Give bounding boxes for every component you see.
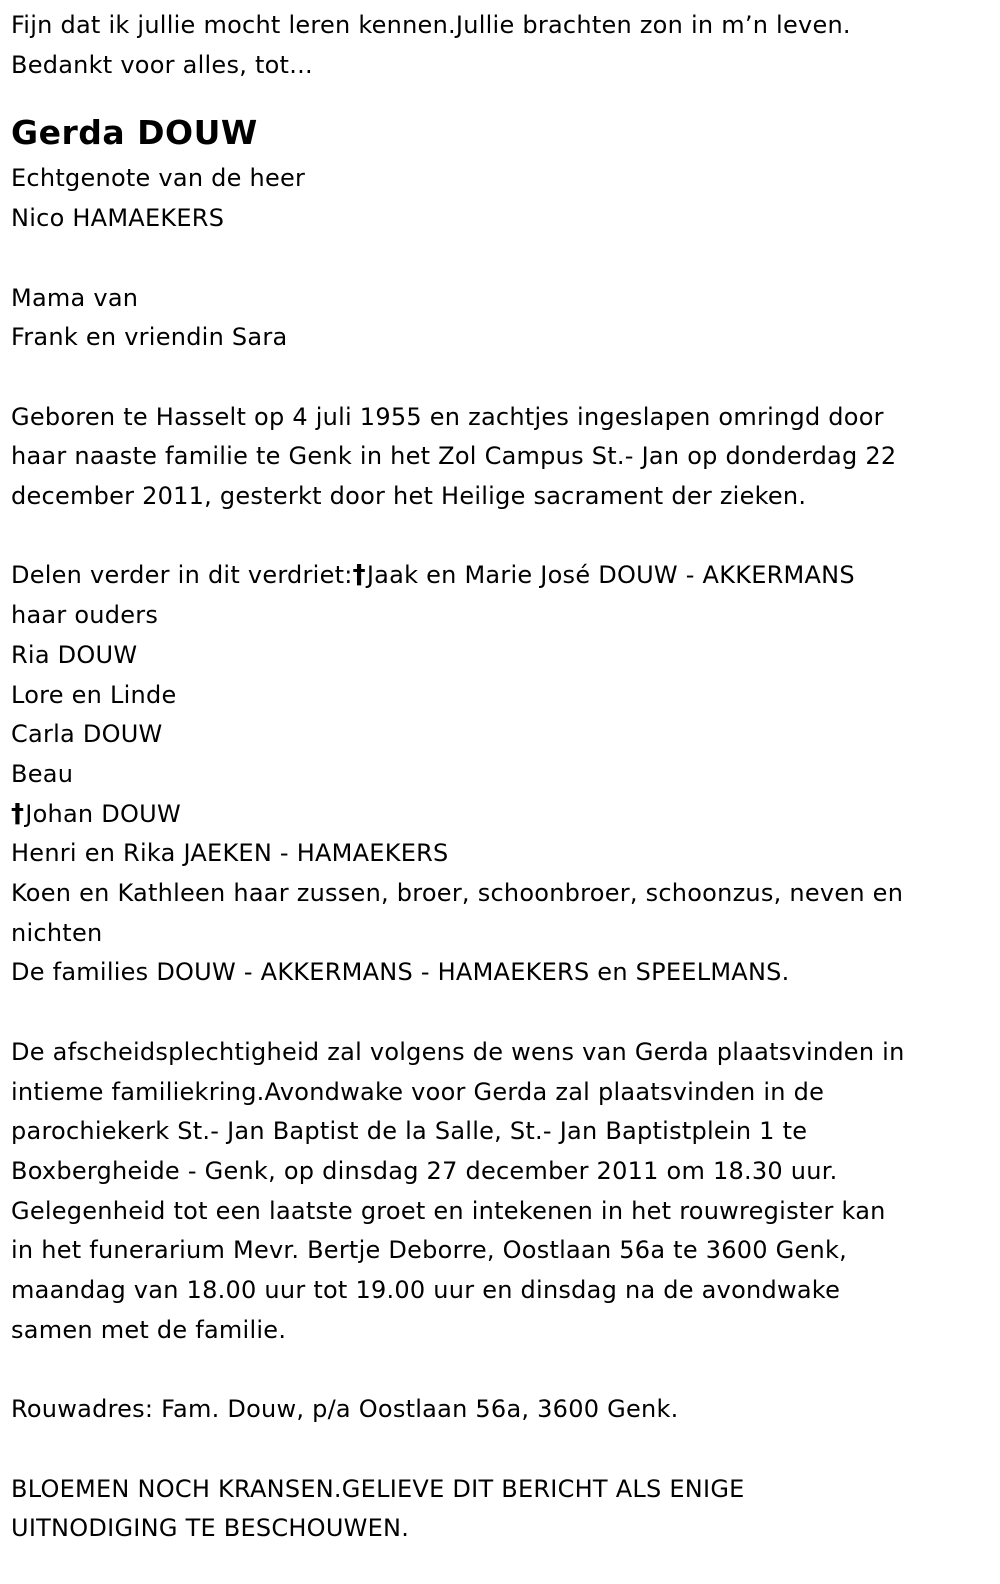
spacer xyxy=(11,239,990,279)
family-line: haar ouders xyxy=(11,601,159,630)
deceased-name: Gerda DOUW xyxy=(11,113,258,153)
children-line-1: Mama van xyxy=(11,283,139,312)
intro-line-1: Fijn dat ik jullie mocht leren kennen.Jullie brachten zon in m’n leven. xyxy=(11,11,851,39)
ceremony-line: De afscheidsplechtigheid zal volgens de wens van Gerda plaatsvinden in xyxy=(11,1037,905,1066)
family-line: Ria DOUW xyxy=(11,640,138,669)
spouse-line-2: Nico HAMAEKERS xyxy=(11,204,225,233)
family-line: Lore en Linde xyxy=(11,680,177,709)
children-line-2: Frank en vriendin Sara xyxy=(11,323,288,352)
ceremony-line: in het funerarium Mevr. Bertje Deborre, Oostlaan 56a te 3600 Genk, xyxy=(11,1236,848,1265)
family-line: Koen en Kathleen haar zussen, broer, schoonbroer, schoonzus, neven en xyxy=(11,879,904,908)
ceremony-line: intieme familiekring.Avondwake voor Gerda zal plaatsvinden in de xyxy=(11,1077,825,1106)
family-intro-line xyxy=(11,556,990,596)
family-line: nichten xyxy=(11,918,103,947)
intro-line-2: Bedankt voor alles, tot... xyxy=(11,50,313,79)
family-line: Beau xyxy=(11,759,74,788)
ceremony-line: Boxbergheide - Genk, op dinsdag 27 december 2011 om 18.30 uur. xyxy=(11,1156,838,1185)
family-line: Carla DOUW xyxy=(11,720,163,749)
family-deceased-brother: Johan DOUW xyxy=(25,799,181,828)
family-intro: Delen verder in dit verdriet: xyxy=(11,561,353,590)
spacer xyxy=(11,1430,990,1470)
birth-death-line-1: Geboren te Hasselt op 4 juli 1955 en zachtjes ingeslapen omringd door xyxy=(11,402,884,431)
ceremony-line: parochiekerk St.- Jan Baptist de la Salle, St.- Jan Baptistplein 1 te xyxy=(11,1117,808,1146)
spacer xyxy=(11,358,990,398)
family-deceased-brother-line xyxy=(11,795,990,835)
ceremony-line: samen met de familie. xyxy=(11,1315,287,1344)
ceremony-line: maandag van 18.00 uur tot 19.00 uur en dinsdag na de avondwake xyxy=(11,1276,841,1305)
family-parents: Jaak en Marie José DOUW - AKKERMANS xyxy=(366,561,855,590)
cross-icon: † xyxy=(11,798,25,829)
birth-death-line-3: december 2011, gesterkt door het Heilige sacrament der zieken. xyxy=(11,482,807,510)
closing-line-2: UITNODIGING TE BESCHOUWEN. xyxy=(11,1514,410,1543)
closing-line-1: BLOEMEN NOCH KRANSEN.GELIEVE DIT BERICHT ALS ENIGE xyxy=(11,1474,745,1503)
spacer xyxy=(11,993,990,1033)
birth-death-line-2: haar naaste familie te Genk in het Zol Campus St.- Jan op donderdag 22 xyxy=(11,442,897,471)
spacer xyxy=(11,1350,990,1390)
mourning-address: Rouwadres: Fam. Douw, p/a Oostlaan 56a, 3600 Genk. xyxy=(11,1395,679,1424)
family-line: Henri en Rika JAEKEN - HAMAEKERS xyxy=(11,839,449,868)
spouse-line-1: Echtgenote van de heer xyxy=(11,164,306,193)
family-line: De families DOUW - AKKERMANS - HAMAEKERS en SPEELMANS. xyxy=(11,958,790,987)
spacer xyxy=(11,517,990,557)
cross-icon: † xyxy=(352,560,366,591)
ceremony-line: Gelegenheid tot een laatste groet en intekenen in het rouwregister kan xyxy=(11,1196,886,1225)
